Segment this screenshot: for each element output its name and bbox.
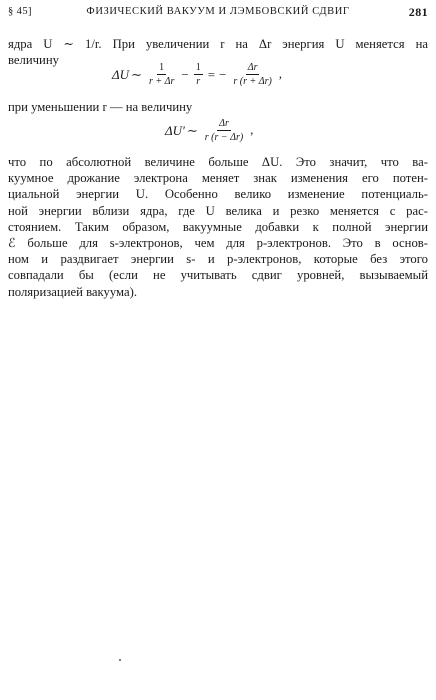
formula-equals: = (207, 66, 216, 82)
fraction (147, 62, 176, 87)
fraction-denominator: r (r + Δr) (233, 76, 272, 87)
text-line: ном и раздвигает энергии s- и p-электронов, которые без этого (8, 252, 428, 267)
formula-punctuation: , (250, 123, 254, 137)
text-line: при уменьшении r — на величину (8, 100, 193, 114)
formula-operator: − (219, 66, 227, 82)
text-line: поляризацией вакуума). (8, 284, 138, 299)
text-line: куумное дрожание электрона меняет знак изменения его потен- (8, 171, 428, 186)
page-number: 281 (408, 5, 428, 19)
fraction-numerator: Δr (219, 118, 229, 129)
fraction-denominator: r (r − Δr) (204, 132, 244, 143)
formula-delta-u (112, 62, 282, 87)
formula-lhs: ΔU′ (165, 122, 185, 138)
fraction-denominator: r + Δr (148, 76, 175, 87)
print-speck (119, 659, 121, 661)
fraction (203, 118, 245, 143)
formula-lhs: ΔU (112, 66, 130, 82)
text-line: ядра U ∼ 1/r. При увеличении r на Δr энергия U меняется на (8, 37, 428, 51)
text-line: ной энергии вблизи ядра, где U велика и резко меняется с рас- (8, 203, 428, 218)
formula-relation: ∼ (186, 122, 198, 138)
text-line: ℰ больше для s-электронов, чем для p-электронов. Это в основ- (8, 235, 428, 250)
text-line: что по абсолютной величине больше ΔU. Это значит, что ва- (8, 155, 428, 169)
text-line: стоянием. Таким образом, вакуумные добавки к полной энергии (8, 219, 428, 234)
paragraph-2 (8, 99, 428, 115)
text-line: циальной энергии U. Особенно велико изменение потенциаль- (8, 187, 428, 202)
formula-relation: ∼ (131, 66, 142, 82)
running-header (8, 6, 428, 22)
formula-delta-u-prime (165, 118, 253, 143)
running-title: ФИЗИЧЕСКИЙ ВАКУУМ И ЛЭМБОВСКИЙ СДВИГ (86, 6, 350, 17)
fraction-numerator: Δr (247, 62, 258, 73)
text-line: величину (8, 53, 59, 68)
fraction-denominator: r (196, 76, 201, 87)
fraction-numerator: 1 (195, 62, 201, 73)
text-line: совпадали бы (если не учитывать сдвиг уровней, вызываемый (8, 268, 428, 283)
fraction (231, 62, 273, 87)
section-reference: § 45] (8, 6, 32, 17)
fraction-numerator: 1 (159, 62, 165, 73)
fraction (194, 62, 203, 87)
formula-operator: − (181, 66, 189, 82)
formula-punctuation: , (278, 67, 282, 81)
paragraph-3 (8, 154, 428, 300)
